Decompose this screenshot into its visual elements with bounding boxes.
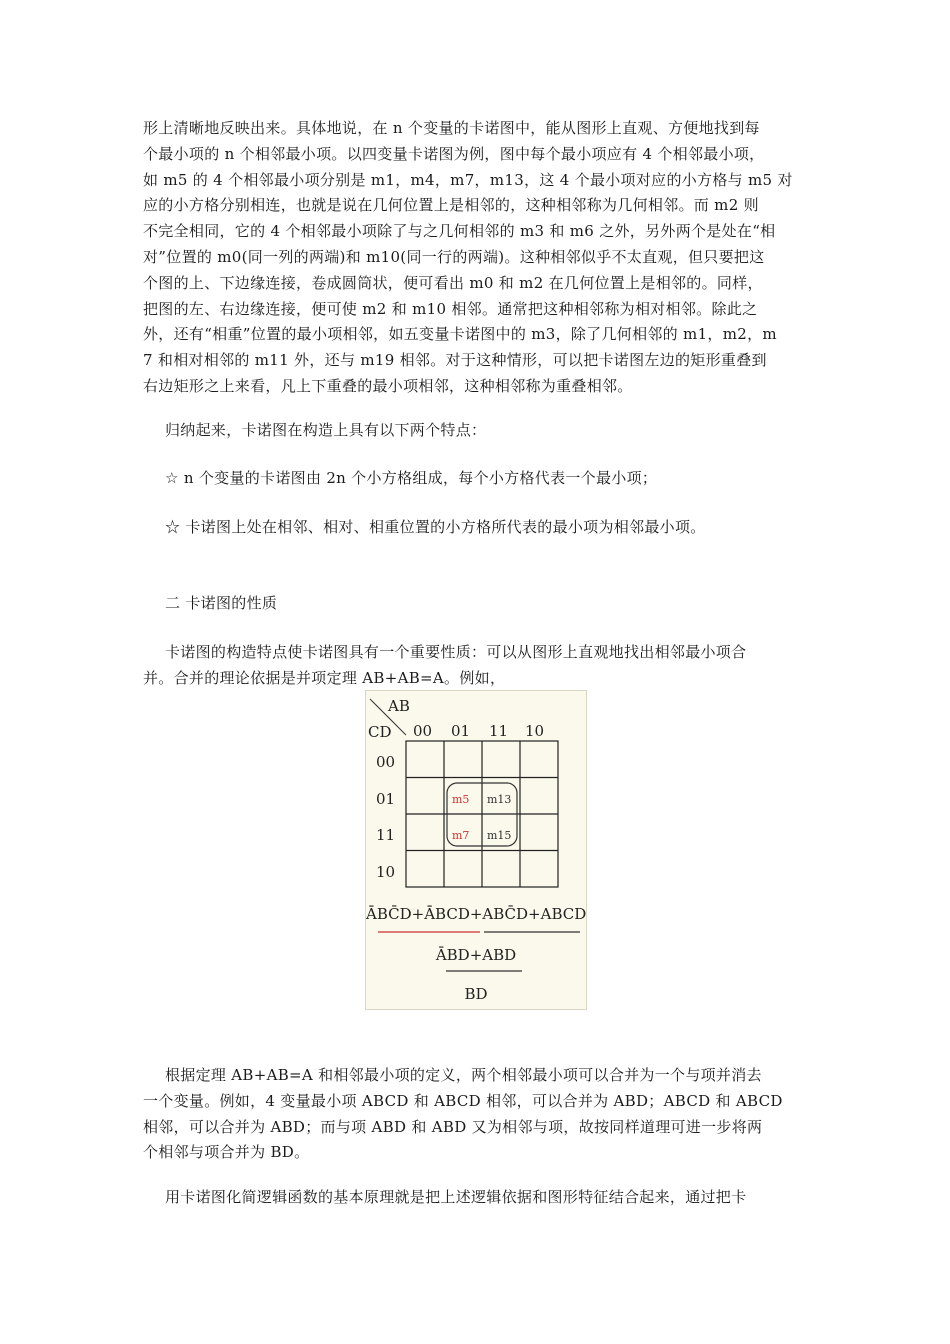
text-line: 外，还有“相重”位置的最小项相邻，如五变量卡诺图中的 m3，除了几何相邻的 m1，m2，m	[143, 325, 777, 344]
summary-intro: 归纳起来，卡诺图在构造上具有以下两个特点：	[165, 421, 487, 439]
text-line: 用卡诺图化简逻辑函数的基本原理就是把上述逻辑依据和图形特征结合起来，通过把卡	[165, 1188, 747, 1206]
paragraph-principle	[143, 1185, 811, 1211]
text-line: 应的小方格分别相连，也就是说在几何位置上是相邻的，这种相邻称为几何相邻。而 m2 则	[143, 196, 759, 215]
feature-item-1: ☆ n 个变量的卡诺图由 2n 个小方格组成，每个小方格代表一个最小项；	[165, 469, 658, 487]
text-line: 个最小项的 n 个相邻最小项。以四变量卡诺图为例，图中每个最小项应有 4 个相邻最小项，	[143, 144, 765, 163]
formula-sum: ĀBC̄D+ĀBCD+ABC̄D+ABCD	[366, 905, 587, 923]
col-label: 10	[525, 722, 545, 740]
paragraph-property	[143, 640, 811, 692]
formula-result: BD	[464, 985, 488, 1003]
formula-partial: ĀBD+ABD	[435, 946, 517, 964]
text-line: 不完全相同，它的 4 个相邻最小项除了与之几何相邻的 m3 和 m6 之外，另外两个是处在“相	[143, 222, 776, 241]
paragraph-adjacency	[143, 116, 811, 400]
row-label: 10	[376, 863, 396, 881]
cell-m13: m13	[487, 793, 512, 806]
cell-m7: m7	[452, 829, 470, 842]
text-line: 个相邻与项合并为 BD。	[143, 1143, 310, 1162]
column-variable-label: CD	[368, 723, 392, 741]
col-label: 11	[489, 722, 509, 740]
col-label: 00	[413, 722, 433, 740]
col-label: 01	[451, 722, 471, 740]
row-label: 00	[376, 753, 396, 771]
section-heading: 二 卡诺图的性质	[165, 594, 278, 612]
text-line: 右边矩形之上来看，凡上下重叠的最小项相邻，这种相邻称为重叠相邻。	[143, 376, 633, 395]
text-line: 个图的上、下边缘连接，卷成圆筒状，便可看出 m0 和 m2 在几何位置上是相邻的。同样，	[143, 273, 763, 292]
row-variable-label: AB	[388, 697, 410, 715]
row-label: 01	[376, 790, 396, 808]
text-line: 卡诺图的构造特点使卡诺图具有一个重要性质：可以从图形上直观地找出相邻最小项合	[165, 643, 747, 661]
text-line: 对”位置的 m0(同一列的两端)和 m10(同一行的两端)。这种相邻似乎不太直观，但只要把这	[143, 247, 765, 266]
text-line: 并。合并的理论依据是并项定理 AB+AB=A。例如，	[143, 668, 506, 687]
kmap-grid	[406, 741, 558, 887]
text-line: 如 m5 的 4 个相邻最小项分别是 m1，m4，m7，m13，这 4 个最小项对应的小方格与 m5 对	[143, 170, 793, 189]
text-line: 一个变量。例如，4 变量最小项 ABCD 和 ABCD 相邻，可以合并为 ABD；ABCD 和 ABCD	[143, 1091, 783, 1110]
text-line: 形上清晰地反映出来。具体地说，在 n 个变量的卡诺图中，能从图形上直观、方便地找到每	[143, 119, 760, 137]
row-label: 11	[376, 826, 396, 844]
karnaugh-map-figure	[365, 690, 587, 1010]
text-line: 根据定理 AB+AB=A 和相邻最小项的定义，两个相邻最小项可以合并为一个与项并消去	[165, 1066, 762, 1084]
cell-m15: m15	[487, 829, 512, 842]
paragraph-theorem	[143, 1063, 811, 1166]
text-line: 相邻，可以合并为 ABD；而与项 ABD 和 ABD 又为相邻与项，故按同样道理可进一步将两	[143, 1117, 763, 1136]
text-line: 把图的左、右边缘连接，便可使 m2 和 m10 相邻。通常把这种相邻称为相对相邻。除此之	[143, 299, 758, 318]
feature-item-2: ☆ 卡诺图上处在相邻、相对、相重位置的小方格所代表的最小项为相邻最小项。	[165, 518, 706, 536]
cell-m5: m5	[452, 793, 470, 806]
text-line: 7 和相对相邻的 m11 外，还与 m19 相邻。对于这种情形，可以把卡诺图左边的矩形重叠到	[143, 351, 767, 370]
